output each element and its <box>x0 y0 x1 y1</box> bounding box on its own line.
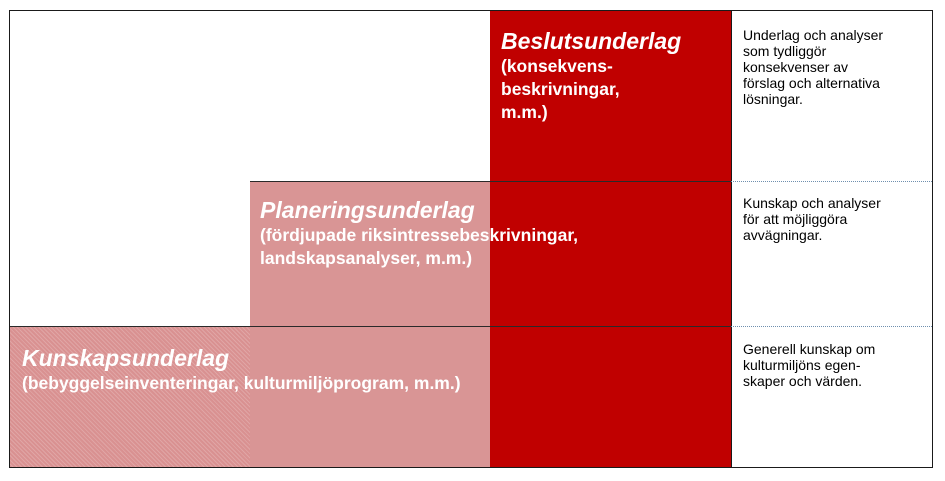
beslutsunderlag-description: Underlag och analyser som tydliggör konsekvenser av förslag och alternativa lösningar. <box>743 27 884 107</box>
planeringsunderlag-description: Kunskap och analyser för att möjliggöra avvägningar. <box>743 195 881 243</box>
planeringsunderlag-label <box>260 197 578 270</box>
desc-divider-upper <box>731 181 933 182</box>
low-level-top-border <box>10 326 731 327</box>
planeringsunderlag-title: Planeringsunderlag <box>260 197 475 223</box>
planeringsunderlag-subtitle: (fördjupade riksintressebeskrivningar, landskapsanalyser, m.m.) <box>260 225 579 268</box>
mid-level-top-border <box>250 181 731 182</box>
beslutsunderlag-title: Beslutsunderlag <box>501 28 682 54</box>
desc-divider-lower <box>731 326 933 327</box>
kunskapsunderlag-description: Generell kunskap om kulturmiljöns egen- skaper och värden. <box>743 341 876 389</box>
kunskapsunderlag-label <box>22 345 461 395</box>
column-divider <box>731 11 732 468</box>
beslutsunderlag-subtitle: (konsekvens- beskrivningar, m.m.) <box>501 56 620 122</box>
beslutsunderlag-label <box>501 28 681 124</box>
diagram-frame <box>9 10 933 468</box>
kunskapsunderlag-title: Kunskapsunderlag <box>22 345 230 371</box>
kunskapsunderlag-subtitle: (bebyggelseinventeringar, kulturmiljöprogram, m.m.) <box>22 373 461 393</box>
